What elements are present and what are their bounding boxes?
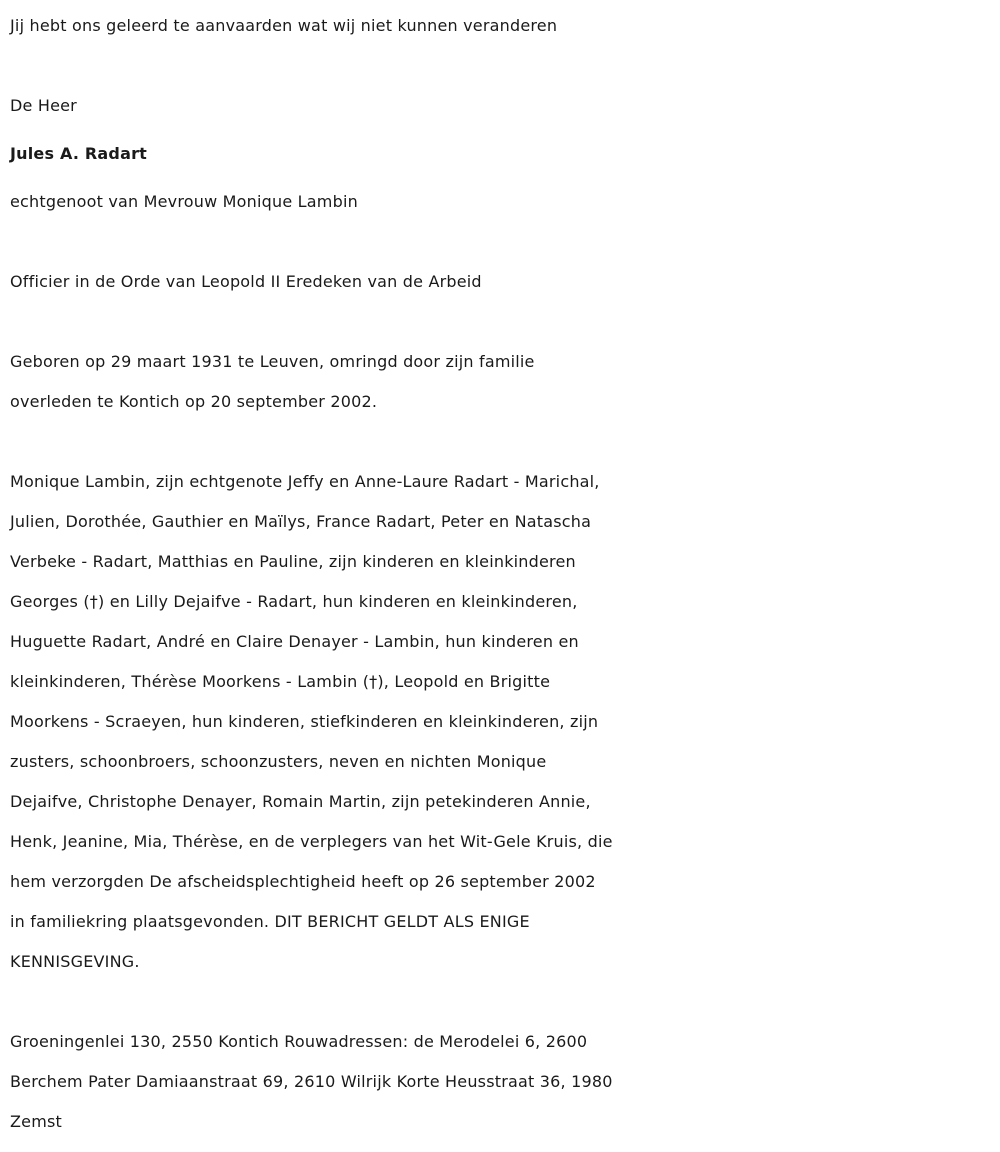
addresses-paragraph	[10, 1022, 1000, 1142]
paragraph-line: Geboren op 29 maart 1931 te Leuven, omringd door zijn familie	[10, 352, 535, 371]
paragraph-line: in familiekring plaatsgevonden. DIT BERICHT GELDT ALS ENIGE	[10, 912, 530, 931]
spacer	[10, 422, 1000, 462]
paragraph-line: Groeningenlei 130, 2550 Kontich Rouwadressen: de Merodelei 6, 2600	[10, 1032, 588, 1051]
spacer	[10, 982, 1000, 1022]
honorific: De Heer	[10, 96, 77, 115]
paragraph-line: Zemst	[10, 1112, 62, 1131]
paragraph-line: Moorkens - Scraeyen, hun kinderen, stiefkinderen en kleinkinderen, zijn	[10, 712, 599, 731]
decoration-line: Officier in de Orde van Leopold II Eredeken van de Arbeid	[10, 272, 482, 291]
spacer	[10, 222, 1000, 262]
paragraph-line: hem verzorgden De afscheidsplechtigheid heeft op 26 september 2002	[10, 872, 596, 891]
paragraph-line: Monique Lambin, zijn echtgenote Jeffy en Anne-Laure Radart - Marichal,	[10, 472, 600, 491]
paragraph-line: Huguette Radart, André en Claire Denayer - Lambin, hun kinderen en	[10, 632, 579, 651]
family-paragraph	[10, 462, 1000, 982]
paragraph-line: overleden te Kontich op 20 september 2002.	[10, 392, 378, 411]
paragraph-line: kleinkinderen, Thérèse Moorkens - Lambin (†), Leopold en Brigitte	[10, 672, 551, 691]
paragraph-line: Verbeke - Radart, Matthias en Pauline, zijn kinderen en kleinkinderen	[10, 552, 576, 571]
paragraph-line: Henk, Jeanine, Mia, Thérèse, en de verplegers van het Wit-Gele Kruis, die	[10, 832, 613, 851]
deceased-name: Jules A. Radart	[10, 144, 148, 163]
paragraph-line: Dejaifve, Christophe Denayer, Romain Martin, zijn petekinderen Annie,	[10, 792, 591, 811]
spacer	[10, 46, 1000, 86]
paragraph-line: zusters, schoonbroers, schoonzusters, neven en nichten Monique	[10, 752, 547, 771]
spacer	[10, 302, 1000, 342]
spouse-line: echtgenoot van Mevrouw Monique Lambin	[10, 192, 358, 211]
motto: Jij hebt ons geleerd te aanvaarden wat wij niet kunnen veranderen	[10, 16, 558, 35]
paragraph-line: KENNISGEVING.	[10, 952, 140, 971]
birth-death-paragraph	[10, 342, 1000, 422]
paragraph-line: Georges (†) en Lilly Dejaifve - Radart, hun kinderen en kleinkinderen,	[10, 592, 578, 611]
paragraph-line: Berchem Pater Damiaanstraat 69, 2610 Wilrijk Korte Heusstraat 36, 1980	[10, 1072, 613, 1091]
paragraph-line: Julien, Dorothée, Gauthier en Maïlys, France Radart, Peter en Natascha	[10, 512, 592, 531]
